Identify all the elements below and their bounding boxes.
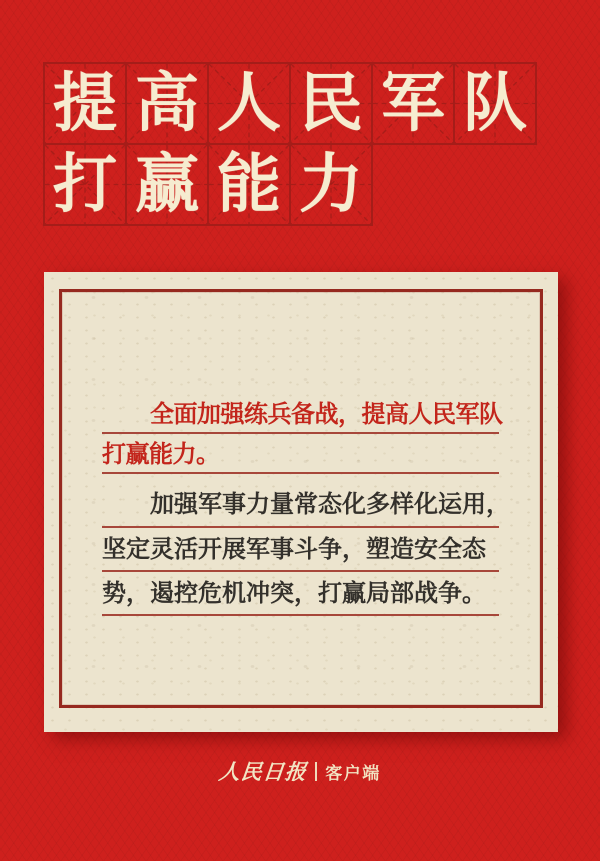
divider-bar <box>315 762 317 781</box>
calligraphy-grid <box>43 62 537 226</box>
calligraphy-char: 人 <box>217 66 281 141</box>
peoples-daily-logo: 人民日报 <box>217 759 309 784</box>
grid-cell <box>371 62 455 145</box>
heading-line-1: 全面加强练兵备战，提高人民军队 <box>102 402 499 434</box>
calligraphy-char: 赢 <box>135 147 199 222</box>
calligraphy-char: 提 <box>53 66 117 141</box>
quote-body <box>102 491 510 616</box>
grid-cell <box>43 143 127 226</box>
client-label: 客户端 <box>325 763 381 783</box>
body-line-1: 加强军事力量常态化多样化运用， <box>102 492 499 527</box>
calligraphy-row-2 <box>43 143 537 226</box>
quote-heading <box>102 401 503 474</box>
body-line-3: 势，遏控危机冲突，打赢局部战争。 <box>102 581 499 616</box>
quote-card <box>44 272 558 732</box>
grid-cell <box>289 62 373 145</box>
calligraphy-row-1 <box>43 62 537 145</box>
calligraphy-char: 民 <box>299 66 363 141</box>
calligraphy-char: 军 <box>381 66 445 141</box>
grid-cell <box>453 62 537 145</box>
grid-cell <box>289 143 373 226</box>
calligraphy-char: 打 <box>53 147 117 222</box>
quote-text-block <box>102 401 510 625</box>
calligraphy-char: 力 <box>299 147 363 222</box>
body-line-2: 坚定灵活开展军事斗争，塑造安全态 <box>102 537 499 572</box>
grid-cell <box>43 62 127 145</box>
calligraphy-char: 高 <box>135 66 199 141</box>
calligraphy-char: 能 <box>217 147 281 222</box>
grid-cell <box>125 143 209 226</box>
heading-line-2: 打赢能力。 <box>102 442 499 474</box>
calligraphy-char: 队 <box>463 66 527 141</box>
grid-cell <box>207 143 291 226</box>
grid-cell <box>207 62 291 145</box>
footer-logo <box>0 757 600 785</box>
grid-cell <box>125 62 209 145</box>
